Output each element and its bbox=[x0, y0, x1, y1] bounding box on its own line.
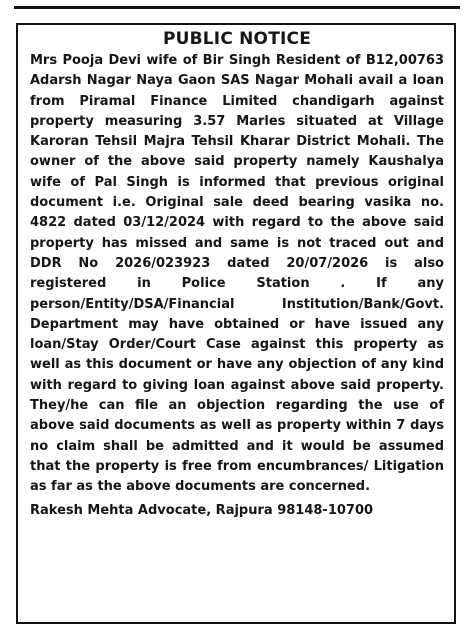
top-divider-rule bbox=[14, 6, 460, 9]
notice-body-text: Mrs Pooja Devi wife of Bir Singh Resident of B12,00763 Adarsh Nagar Naya Gaon SAS Nagar Mohali avail a loan from Piramal Finance Limited chandigarh against property measuring 3.57 Marles situated at Village Karoran Tehsil Majra Tehsil Kharar District Mohali. The owner of the above said property namely Kaushalya wife of Pal Singh is informed that previous original document i.e. Original sale deed bearing vasika no. 4822 dated 03/12/2024 with regard to the above said property has missed and same is not traced out and DDR No 2026/023923 dated 20/07/2026 is also registered in Police Station . If any person/Entity/DSA/Financial Institution/Bank/Govt. Department may have obtained or have issued any loan/Stay Order/Court Case against this property as well as this document or have any objection of any kind with regard to giving loan against above said property. They/he can file an objection regarding the use of above said documents as well as property within 7 days no claim shall be admitted and it would be assumed that the property is free from encumbrances/ Litigation as far as the above documents are concerned. bbox=[30, 53, 444, 495]
notice-title: PUBLIC NOTICE bbox=[162, 29, 312, 49]
notice-signature: Rakesh Mehta Advocate, Rajpura 98148-10700 bbox=[30, 502, 374, 518]
public-notice-box bbox=[16, 23, 456, 624]
